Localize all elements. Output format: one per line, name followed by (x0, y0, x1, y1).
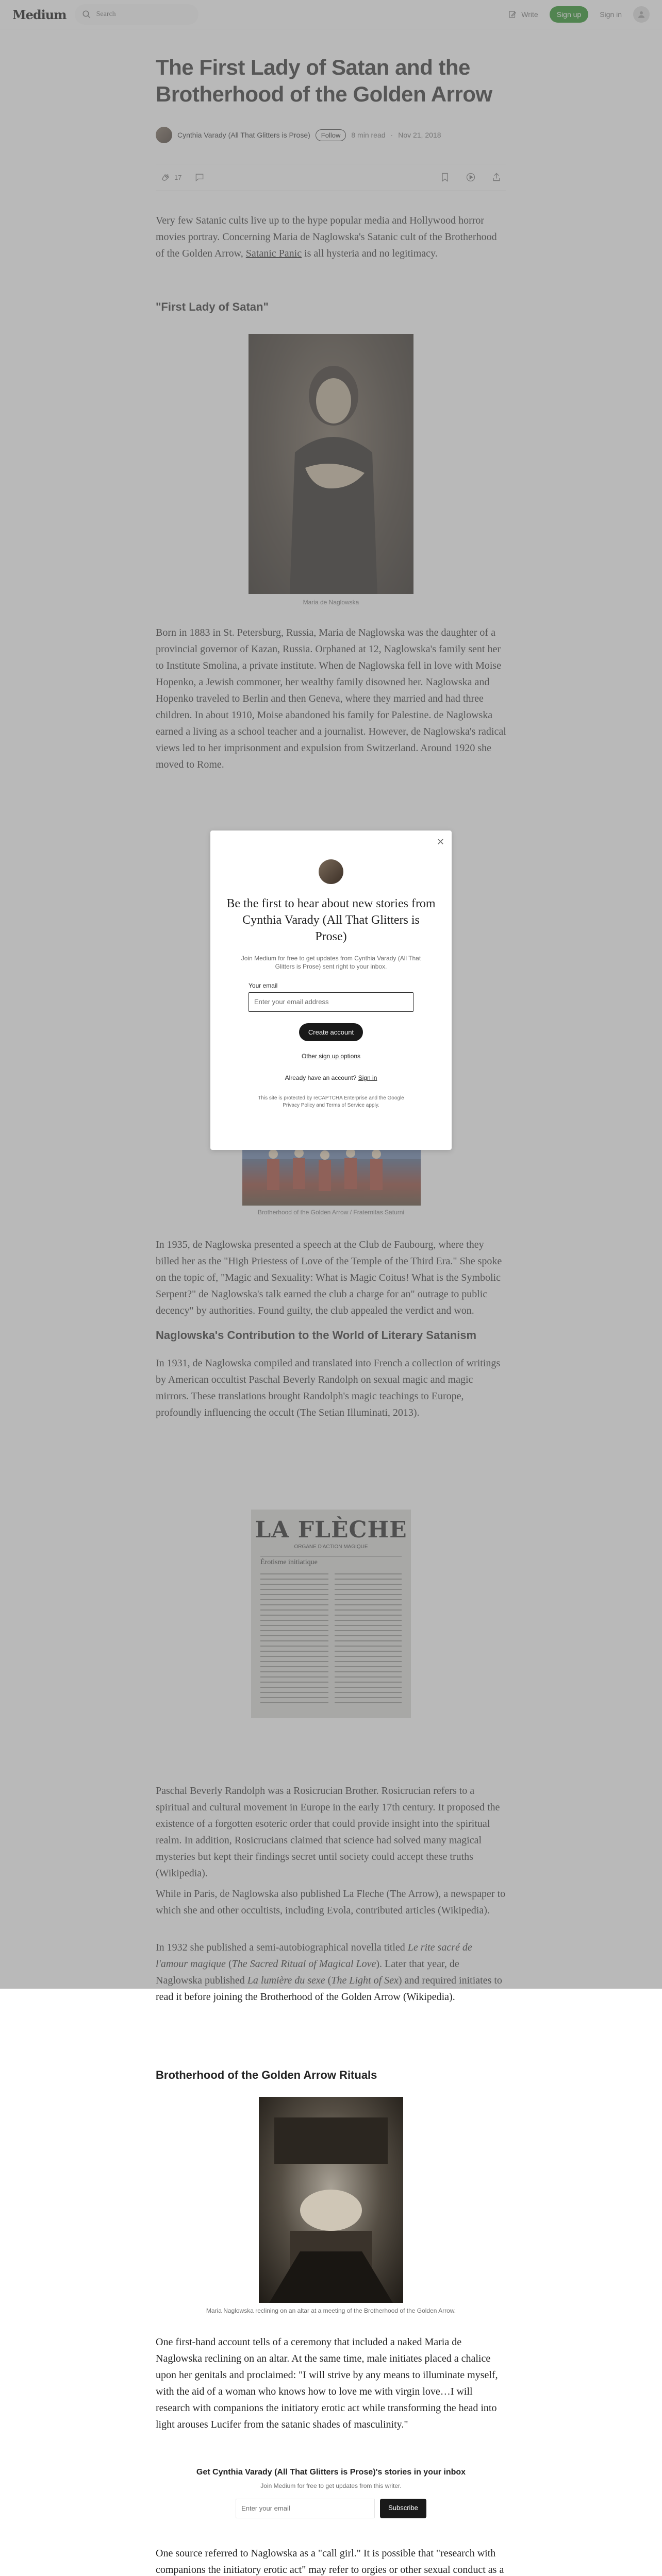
modal-title: Be the first to hear about new stories from Cynthia Varady (All That Glitters is Prose) (226, 897, 436, 943)
caption-altar: Maria Naglowska reclining on an altar at a meeting of the Brotherhood of the Golden Arrow. (206, 2307, 456, 2314)
subscribe-button[interactable]: Subscribe (380, 2499, 426, 2518)
signup-modal (210, 831, 452, 1150)
paragraph-callgirl: One source referred to Naglowska as a "call girl." It is possible that "research with companions the initiatory erotic act" may refer to orgies or other sexual conduct as a (156, 2548, 504, 2575)
modal-subtitle: Join Medium for free to get updates from Cynthia Varady (All That Glitters is Prose) sent right to your inbox. (241, 955, 421, 970)
modal-author-avatar (319, 859, 343, 884)
modal-email-label: Your email (249, 982, 278, 989)
subscribe-title: Get Cynthia Varady (All That Glitters is Prose)'s stories in your inbox (196, 2468, 466, 2477)
modal-signin-link[interactable]: Sign in (358, 1074, 377, 1081)
create-account-button[interactable]: Create account (299, 1023, 363, 1041)
subscribe-email-input[interactable]: Enter your email (236, 2499, 375, 2518)
altar-photo (259, 2097, 403, 2303)
modal-fine-print: This site is protected by reCAPTCHA Enterprise and the Google Privacy Policy and Terms of Service apply. (258, 1095, 404, 1108)
already-account (210, 1074, 452, 1081)
subscribe-block (156, 2468, 506, 2518)
paragraph-firsthand: One first-hand account tells of a ceremony that included a naked Maria de Naglowska reclining on an altar. At the same time, male initiates placed a chalice upon her genitals and proclaimed: "I will strive by any means to illuminate myself, with the aid of a woman who knows how to love me with virgin love…I will research with companions the initiatory erotic act while transforming the head into light arouses Lucifer from the satanic shades of masculinity." (156, 2336, 498, 2430)
p1932-e: read it before joining the Brotherhood of the Golden Arrow (Wikipedia). (156, 1991, 455, 2003)
modal-email-input[interactable]: Enter your email address (249, 992, 413, 1012)
heading-rituals: Brotherhood of the Golden Arrow Rituals (156, 2069, 377, 2081)
already-text: Already have an account? (285, 1074, 357, 1081)
close-icon[interactable]: ✕ (436, 837, 444, 847)
subscribe-subtitle: Join Medium for free to get updates from this writer. (260, 2482, 402, 2489)
other-signup-link[interactable]: Other sign up options (301, 1053, 361, 1060)
